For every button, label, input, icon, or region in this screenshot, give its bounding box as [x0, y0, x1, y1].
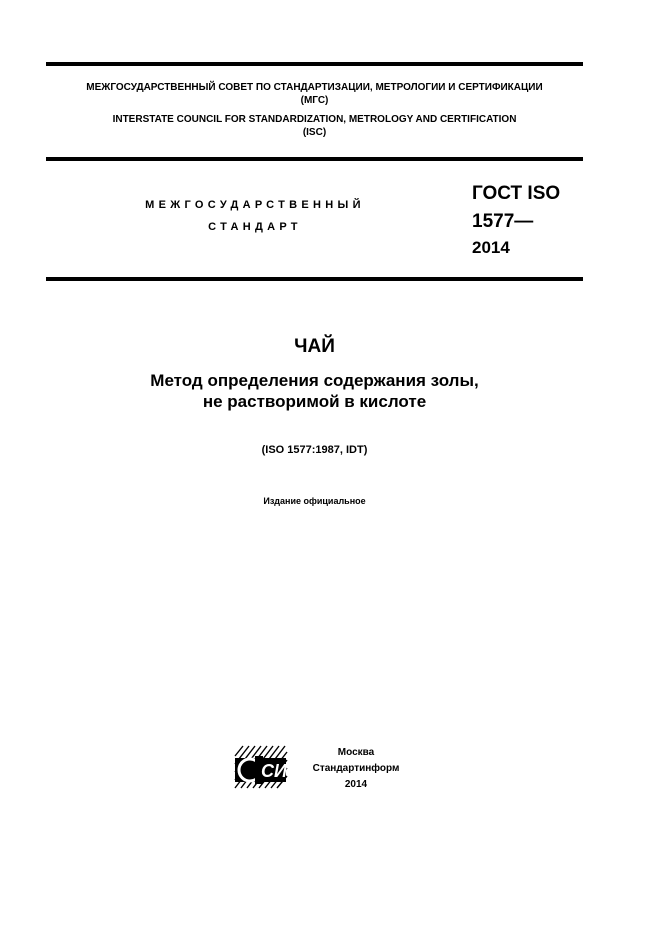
- publisher-name: Стандартинформ: [312, 763, 400, 774]
- designation-divider: [46, 277, 583, 281]
- subtitle-line2: не растворимой в кислоте: [202, 392, 427, 411]
- header-divider: [46, 157, 583, 161]
- document-title: ЧАЙ: [294, 336, 335, 357]
- iso-reference: (ISO 1577:1987, IDT): [261, 444, 368, 456]
- publisher-city: Москва: [337, 747, 375, 758]
- document-subtitle: [46, 370, 583, 412]
- council-name-ru: МЕЖГОСУДАРСТВЕННЫЙ СОВЕТ ПО СТАНДАРТИЗАЦИИ, МЕТРОЛОГИИ И СЕРТИФИКАЦИИ: [86, 82, 543, 93]
- council-abbr-ru: (МГС): [300, 95, 329, 106]
- council-abbr-en: (ISC): [302, 127, 327, 138]
- edition-note: Издание официальное: [263, 496, 366, 506]
- publisher-info: [296, 745, 416, 793]
- council-name-en: INTERSTATE COUNCIL FOR STANDARDIZATION, METROLOGY AND CERTIFICATION: [112, 114, 517, 125]
- standard-kind: [90, 194, 420, 238]
- council-header: [46, 81, 583, 139]
- standard-designation: [472, 180, 560, 260]
- standartinform-logo-icon: [233, 744, 288, 789]
- standard-kind-line2: СТАНДАРТ: [208, 221, 302, 233]
- standard-kind-line1: МЕЖГОСУДАРСТВЕННЫЙ: [145, 199, 365, 211]
- logo-letters: СИ: [261, 761, 287, 781]
- designation-year: 2014: [472, 238, 510, 257]
- subtitle-line1: Метод определения содержания золы,: [150, 371, 479, 390]
- top-rule: [46, 62, 583, 66]
- designation-line2: 1577—: [472, 211, 534, 232]
- designation-line1: ГОСТ ISO: [472, 183, 561, 204]
- publisher-year: 2014: [344, 779, 368, 790]
